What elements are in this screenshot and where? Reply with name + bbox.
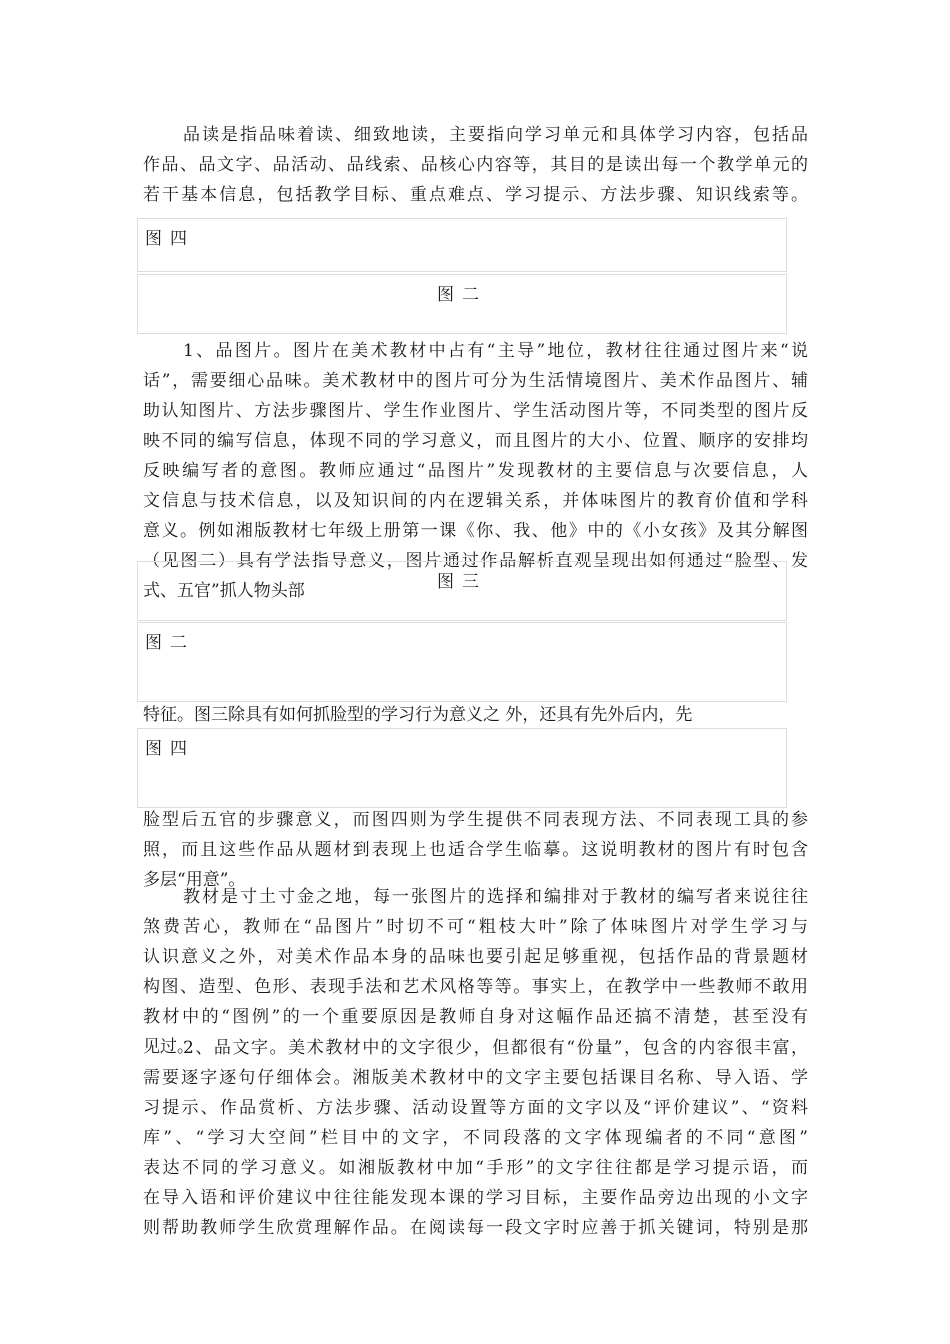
figure-placeholder bbox=[137, 728, 787, 808]
text-line: 1、品图片。图片在美术教材中占有“主导”地位，教材往往通过图片来“说 bbox=[183, 341, 808, 361]
figure-placeholder bbox=[137, 218, 787, 272]
text-line: 映不同的编写信息，体现不同的学习意义，而且图片的大小、位置、顺序的安排均 bbox=[143, 431, 808, 451]
text-line: 助认知图片、方法步骤图片、学生作业图片、学生活动图片等，不同类型的图片反 bbox=[143, 401, 808, 421]
text-line: 则帮助教师学生欣赏理解作品。在阅读每一段文字时应善于抓关键词，特别是那 bbox=[143, 1218, 808, 1238]
text-line: 见过。 bbox=[143, 1037, 194, 1057]
text-line: 教材是寸土寸金之地，每一张图片的选择和编排对于教材的编写者来说往往 bbox=[183, 887, 808, 907]
text-line: 照，而且这些作品从题材到表现上也适合学生临摹。这说明教材的图片有时包含 bbox=[143, 840, 808, 860]
figure-caption: 图三 bbox=[437, 572, 487, 592]
text-line: 在导入语和评价建议中往往能发现本课的学习目标，主要作品旁边出现的小文字 bbox=[143, 1188, 808, 1208]
text-line: 习提示、作品赏析、方法步骤、活动设置等方面的文字以及“评价建议”、“资料 bbox=[143, 1098, 808, 1118]
text-line: 作品、品文字、品活动、品线索、品核心内容等，其目的是读出每一个教学单元的 bbox=[143, 155, 808, 175]
figure-caption: 图四 bbox=[145, 739, 195, 759]
text-line: 2、品文字。美术教材中的文字很少，但都很有“份量”，包含的内容很丰富， bbox=[183, 1038, 808, 1058]
figure-placeholder bbox=[137, 274, 787, 334]
text-line: 话”，需要细心品味。美术教材中的图片可分为生活情境图片、美术作品图片、辅 bbox=[143, 371, 808, 391]
text-line: 需要逐字逐句仔细体会。湘版美术教材中的文字主要包括课目名称、导入语、学 bbox=[143, 1068, 808, 1088]
text-line: 煞费苦心，教师在“品图片”时切不可“粗枝大叶”除了体味图片对学生学习与 bbox=[143, 917, 808, 937]
text-line: 文信息与技术信息，以及知识间的内在逻辑关系，并体味图片的教育价值和学科 bbox=[143, 491, 808, 511]
figure-caption: 图二 bbox=[145, 633, 195, 653]
figure-placeholder bbox=[137, 561, 787, 621]
figure-placeholder bbox=[137, 622, 787, 702]
figure-caption: 图四 bbox=[145, 229, 195, 249]
text-line: 脸型后五官的步骤意义，而图四则为学生提供不同表现方法、不同表现工具的参 bbox=[143, 810, 808, 830]
paragraph-text bbox=[143, 1033, 808, 1243]
text-line: 特征。图三除具有如何抓脸型的学习行为意义之 外，还具有先外后内，先 bbox=[143, 705, 693, 725]
figure-caption: 图二 bbox=[437, 285, 487, 305]
text-line: 教材中的“图例”的一个重要原因是教师自身对这幅作品还搞不清楚，甚至没有 bbox=[143, 1007, 808, 1027]
text-line: 认识意义之外，对美术作品本身的品味也要引起足够重视，包括作品的背景题材 bbox=[143, 947, 808, 967]
text-line: 意义。例如湘版教材七年级上册第一课《你、我、他》中的《小女孩》及其分解图 bbox=[143, 521, 808, 541]
text-line: 构图、造型、色形、表现手法和艺术风格等等。事实上，在教学中一些教师不敢用 bbox=[143, 977, 808, 997]
text-line: 库”、“学习大空间”栏目中的文字，不同段落的文字体现编者的不同“意图” bbox=[143, 1128, 808, 1148]
text-line: 多层“用意”。 bbox=[143, 870, 246, 890]
text-line: 式、五官”抓人物头部 bbox=[143, 581, 305, 601]
text-line: （见图二）具有学法指导意义，图片通过作品解析直观呈现出如何通过“脸型、发 bbox=[143, 551, 808, 571]
text-line: 若干基本信息，包括教学目标、重点难点、学习提示、方法步骤、知识线索等。 bbox=[143, 185, 808, 205]
paragraph-feature bbox=[143, 700, 808, 730]
text-line: 品读是指品味着读、细致地读，主要指向学习单元和具体学习内容，包括品 bbox=[183, 125, 808, 145]
text-line: 反映编写者的意图。教师应通过“品图片”发现教材的主要信息与次要信息，人 bbox=[143, 461, 808, 481]
text-line: 表达不同的学习意义。如湘版教材中加“手形”的文字往往都是学习提示语，而 bbox=[143, 1158, 808, 1178]
paragraph-intro bbox=[143, 120, 808, 210]
